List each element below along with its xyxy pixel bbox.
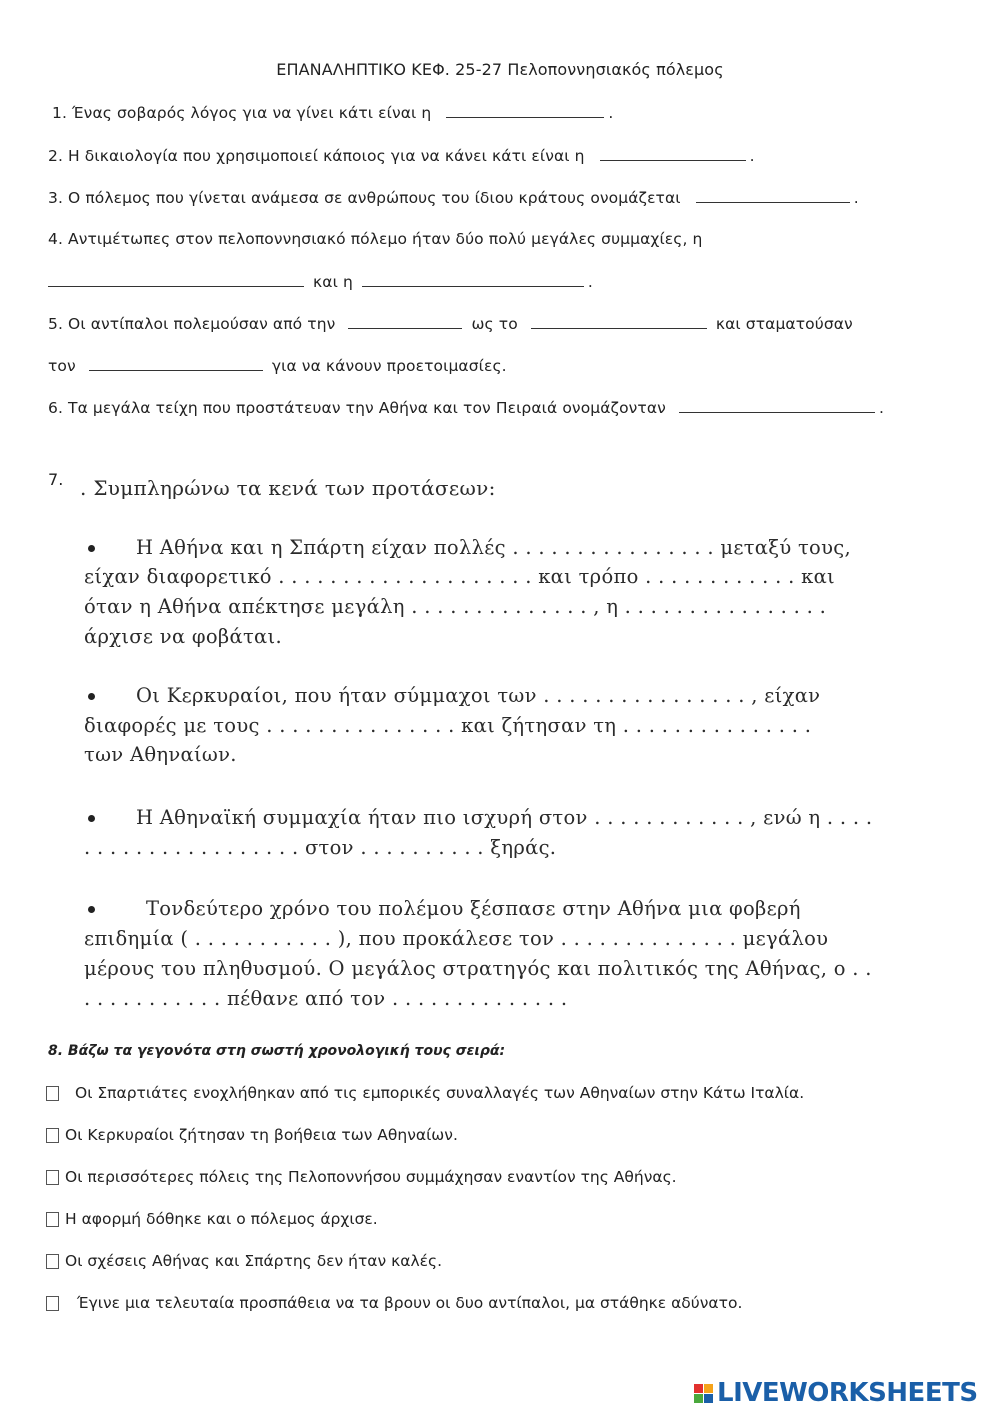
question-2 [48, 146, 755, 165]
answer-blank-2[interactable] [600, 146, 746, 161]
bullet-1 [88, 545, 95, 552]
order-item-1[interactable] [46, 1084, 804, 1102]
order-item-3-text: Οι περισσότερες πόλεις της Πελοποννήσου συμμάχησαν εναντίον της Αθήνας. [65, 1168, 677, 1186]
checkbox-icon[interactable] [46, 1086, 59, 1101]
question-6 [48, 398, 884, 417]
liveworksheets-wordmark: LIVEWORKSHEETS [717, 1378, 978, 1408]
order-item-6[interactable] [46, 1294, 742, 1312]
question-5-line-1 [48, 314, 853, 333]
question-2-text: 2. Η δικαιολογία που χρησιμοποιεί κάποιος για να κάνει κάτι είναι η [48, 147, 585, 165]
bullet-4 [88, 906, 95, 913]
order-item-2-text: Οι Κερκυραίοι ζήτησαν τη βοήθεια των Αθηναίων. [65, 1126, 458, 1144]
question-7-number: 7. [48, 470, 64, 489]
bullet-3 [88, 815, 95, 822]
question-4-line-1: 4. Αντιμέτωπες στον πελοποννησιακό πόλεμο ήταν δύο πολύ μεγάλες συμμαχίες, η [48, 230, 703, 248]
checkbox-icon[interactable] [46, 1296, 59, 1311]
answer-blank-5a[interactable] [348, 314, 462, 329]
q7-bullet-2-line-3: των Αθηναίων. [84, 743, 237, 766]
q7-bullet-1-line-4: άρχισε να φοβάται. [84, 625, 282, 648]
q7-bullet-4-line-1: Τονδεύτερο χρόνο του πολέμου ξέσπασε στην Αθήνα μια φοβερή [146, 897, 801, 920]
question-5-part-d: τον [48, 357, 76, 375]
question-5-line-2 [48, 356, 507, 375]
checkbox-icon[interactable] [46, 1212, 59, 1227]
question-8-heading: 8. Βάζω τα γεγονότα στη σωστή χρονολογική τους σειρά: [48, 1043, 506, 1059]
question-4-end: . [587, 273, 593, 291]
order-item-2[interactable] [46, 1126, 458, 1144]
answer-blank-4b[interactable] [362, 272, 584, 287]
answer-blank-5c[interactable] [89, 356, 263, 371]
order-item-4-text: Η αφορμή δόθηκε και ο πόλεμος άρχισε. [65, 1210, 378, 1228]
question-3-end: . [853, 189, 859, 207]
question-2-end: . [749, 147, 755, 165]
answer-blank-1[interactable] [446, 103, 604, 118]
question-1-end: . [608, 104, 614, 122]
order-item-1-text: Οι Σπαρτιάτες ενοχλήθηκαν από τις εμπορικές συναλλαγές των Αθηναίων στην Κάτω Ιταλία. [75, 1084, 805, 1102]
question-4-line-2 [48, 272, 593, 291]
q7-bullet-4-line-3: μέρους του πληθυσμού. Ο μεγάλος στρατηγός και πολιτικός της Αθήνας, ο . . [84, 957, 872, 980]
question-4-mid: και η [313, 273, 353, 291]
order-item-6-text: Έγινε μια τελευταία προσπάθεια να τα βρουν οι δυο αντίπαλοι, μα στάθηκε αδύνατο. [77, 1294, 743, 1312]
liveworksheets-badge-icon [694, 1384, 713, 1403]
answer-blank-4a[interactable] [48, 272, 304, 287]
order-item-5-text: Οι σχέσεις Αθήνας και Σπάρτης δεν ήταν καλές. [65, 1252, 443, 1270]
order-item-3[interactable] [46, 1168, 677, 1186]
checkbox-icon[interactable] [46, 1254, 59, 1269]
q7-bullet-3-line-1: Η Αθηναϊκή συμμαχία ήταν πιο ισχυρή στον . . . . . . . . . . . . , ενώ η . . . . [136, 806, 873, 829]
question-6-end: . [878, 399, 884, 417]
question-3 [48, 188, 859, 207]
q7-bullet-2-line-2: διαφορές με τους . . . . . . . . . . . . . . . και ζήτησαν τη . . . . . . . . . . . . . . . [84, 714, 812, 737]
q7-bullet-4-line-4: . . . . . . . . . . . πέθανε από τον . . . . . . . . . . . . . . [84, 987, 568, 1010]
answer-blank-5b[interactable] [531, 314, 707, 329]
liveworksheets-logo [694, 1378, 978, 1408]
question-5-part-a: 5. Οι αντίπαλοι πολεμούσαν από την [48, 315, 336, 333]
worksheet-title: ΕΠΑΝΑΛΗΠΤΙΚΟ ΚΕΦ. 25-27 Πελοποννησιακός πόλεμος [276, 60, 724, 79]
q7-bullet-2-line-1: Οι Κερκυραίοι, που ήταν σύμμαχοι των . . . . . . . . . . . . . . . . , είχαν [136, 684, 821, 707]
order-item-4[interactable] [46, 1210, 378, 1228]
question-5-part-b: ως το [471, 315, 518, 333]
q7-bullet-3-line-2: . . . . . . . . . . . . . . . . . στον . . . . . . . . . . ξηράς. [84, 836, 557, 859]
answer-blank-6[interactable] [679, 398, 875, 413]
question-6-text: 6. Τα μεγάλα τείχη που προστάτευαν την Αθήνα και τον Πειραιά ονομάζονταν [48, 399, 666, 417]
q7-bullet-1-line-3: όταν η Αθήνα απέκτησε μεγάλη . . . . . . . . . . . . . . , η . . . . . . . . . . . . . . . . [84, 595, 827, 618]
q7-bullet-1-line-2: είχαν διαφορετικό . . . . . . . . . . . . . . . . . . . . και τρόπο . . . . . . . . . . . . και [84, 565, 836, 588]
bullet-2 [88, 693, 95, 700]
question-7-heading: . Συμπληρώνω τα κενά των προτάσεων: [80, 476, 496, 500]
checkbox-icon[interactable] [46, 1170, 59, 1185]
question-1 [52, 103, 613, 122]
question-5-part-e: για να κάνουν προετοιμασίες. [271, 357, 507, 375]
q7-bullet-1-line-1: Η Αθήνα και η Σπάρτη είχαν πολλές . . . . . . . . . . . . . . . . μεταξύ τους, [136, 536, 851, 559]
q7-bullet-4-line-2: επιδημία ( . . . . . . . . . . . ), που προκάλεσε τον . . . . . . . . . . . . . . μεγάλου [84, 927, 829, 950]
question-5-part-c: και σταματούσαν [715, 315, 853, 333]
checkbox-icon[interactable] [46, 1128, 59, 1143]
answer-blank-3[interactable] [696, 188, 850, 203]
order-item-5[interactable] [46, 1252, 442, 1270]
question-1-text: 1. Ένας σοβαρός λόγος για να γίνει κάτι είναι η [52, 104, 432, 122]
question-3-text: 3. Ο πόλεμος που γίνεται ανάμεσα σε ανθρώπους του ίδιου κράτους ονομάζεται [48, 189, 681, 207]
